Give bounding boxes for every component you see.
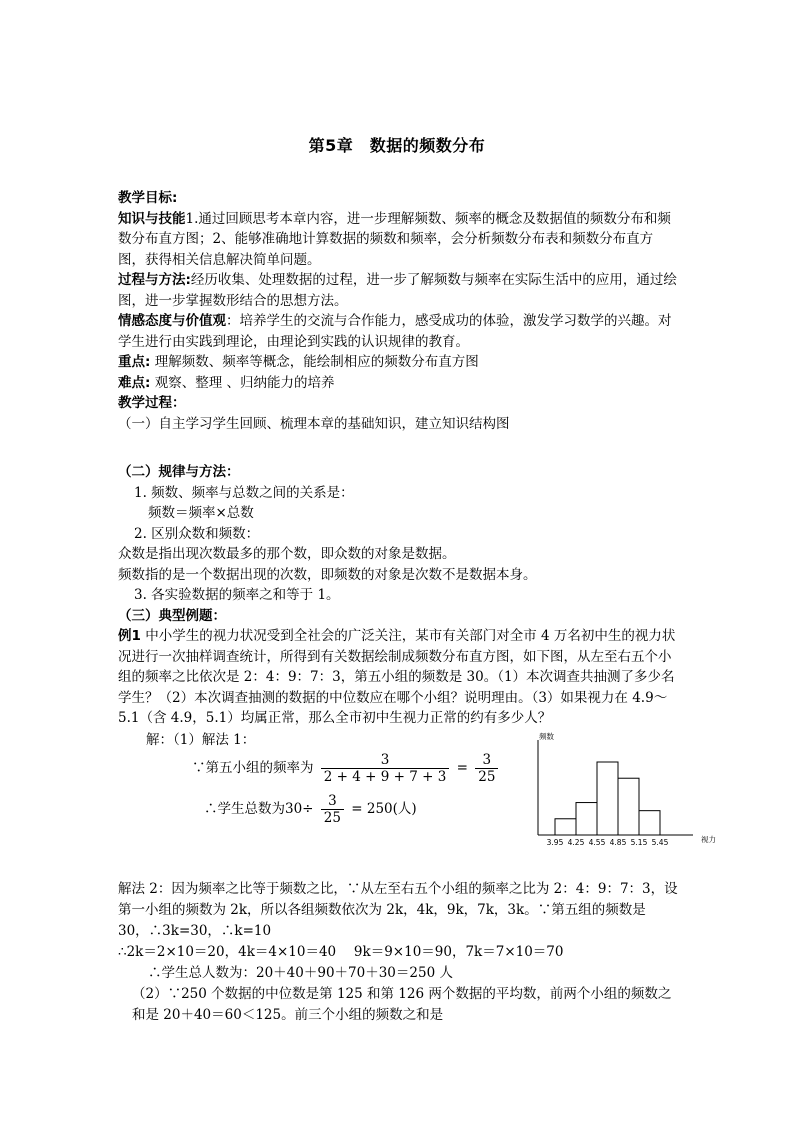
example-1 <box>118 626 678 729</box>
key-label: 重点: <box>118 354 151 370</box>
x-tick-label: 3.95 <box>546 838 564 847</box>
formula-2-suffix: = 250(人) <box>351 801 417 817</box>
formula-1-equals: = <box>456 760 468 776</box>
key-text: 理解频数、频率等概念，能绘制相应的频数分布直方图 <box>150 354 479 370</box>
difficulty-text: 观察、整理 、归纳能力的培养 <box>150 374 335 391</box>
solution-method-1 <box>118 730 518 826</box>
histogram-bars <box>555 762 660 835</box>
x-axis-label: 视力 <box>701 835 716 844</box>
solution-heading: 解：（1）解法 1： <box>146 732 256 748</box>
fraction-1 <box>321 752 450 785</box>
process-text: 经历收集、处理数据的过程，进一步了解频数与频率在实际生活中的应用，通过绘图，进一步掌握数形结合的思想方法。 <box>118 272 677 309</box>
histogram-bar <box>576 803 597 835</box>
section-1: （一）自主学习学生回顾、梳理本章的基础知识，建立知识结构图 <box>118 415 510 432</box>
x-tick-label: 5.15 <box>630 838 648 847</box>
knowledge-text: 1.通过回顾思考本章内容，进一步理解频数、频率的概念及数据值的频数分布和频数分布直方图；2、能够准确地计算数据的频数和频率，会分析频数分布表和频数分布直方图，获得相关信息解决简单问题。 <box>118 210 671 268</box>
rules-block <box>118 462 678 729</box>
rule-1-formula: 频数＝频率×总数 <box>148 505 254 521</box>
x-tick-label: 4.55 <box>588 838 606 847</box>
knowledge-label: 知识与技能 <box>118 210 186 227</box>
example-text: 中小学生的视力状况受到全社会的广泛关注，某市有关部门对全市 4 万名初中生的视力状况进行一次抽样调查统计，所得到有关数据绘制成频数分布直方图，如下图，从左至右五个小组的频率之比依次是 2：4：9：7：3，第五小组的频数是 30。（1）本次调查共抽测了多少名学生？（2）本次调查抽测的数据的中位数应在哪个小组？说明理由。（3）如果视力在 4.9～5.1（含 4.9，5.1）均属正常，那么全市初中生视力正常的约有多少人？ <box>118 628 676 726</box>
x-tick-label: 5.45 <box>651 838 669 847</box>
fraction-3-numerator: 3 <box>321 793 344 810</box>
histogram-bar <box>639 811 660 835</box>
key-paragraph <box>118 352 678 373</box>
process-paragraph <box>118 270 678 311</box>
solution-method-2 <box>118 879 678 1026</box>
histogram-bar <box>618 778 639 835</box>
emotion-paragraph <box>118 311 678 352</box>
x-tick-labels <box>547 838 669 847</box>
fraction-2 <box>475 752 498 785</box>
method-2-line-2: ∴2k＝2×10＝20，4k＝4×10＝40 9k＝9×10＝90，7k＝7×10＝70 <box>118 944 564 960</box>
difficulty-paragraph <box>118 373 678 394</box>
frequency-histogram <box>525 730 725 850</box>
rule-2-mode: 众数是指出现次数最多的那个数，即众数的对象是数据。 <box>118 546 456 562</box>
rule-2-frequency: 频数指的是一个数据出现的次数，即频数的对象是次数不是数据本身。 <box>118 566 537 583</box>
emotion-text: ：培养学生的交流与合作能力，感受成功的体验，激发学习数学的兴趣。对学生进行由实践到理论，由理论到实践的认识规律的教育。 <box>118 313 672 350</box>
formula-total <box>118 793 518 826</box>
section-3-heading: （三）典型例题： <box>118 607 226 624</box>
formula-2-prefix: ∴学生总数为30÷ <box>204 801 314 817</box>
process-heading: 教学过程： <box>118 395 186 411</box>
histogram-bar <box>555 819 576 835</box>
fraction-3-denominator: 25 <box>323 810 341 826</box>
x-tick-label: 4.85 <box>609 838 627 847</box>
example-label: 例1 <box>118 628 141 644</box>
fraction-1-denominator: 2 + 4 + 9 + 7 + 3 <box>323 769 447 785</box>
section-2-heading: （二）规律与方法： <box>118 464 240 480</box>
method-2-line-1: 解法 2：因为频率之比等于频数之比，∵从左至右五个小组的频率之比为 2：4：9：7：3，设第一小组的频数为 2k，所以各组频数依次为 2k，4k，9k，7k，3k。∵第五组的频数是 30，∴3k=30，∴k=10 <box>118 881 678 939</box>
fraction-1-numerator: 3 <box>321 752 450 769</box>
fraction-2-numerator: 3 <box>475 752 498 769</box>
part-2-line: （2）∵250 个数据的中位数是第 125 和第 126 两个数据的平均数，前两个小组的频数之和是 20＋40＝60＜125。前三个小组的频数之和是 <box>132 986 672 1023</box>
emotion-label: 情感态度与价值观 <box>118 313 226 329</box>
process-label: 过程与方法: <box>118 272 191 288</box>
objectives-block <box>118 188 678 434</box>
x-tick-label: 4.25 <box>567 838 585 847</box>
fraction-2-denominator: 25 <box>478 769 496 785</box>
difficulty-label: 难点: <box>118 374 151 391</box>
objectives-heading: 教学目标: <box>118 190 178 206</box>
formula-fifth-group <box>118 752 518 785</box>
rule-2: 2. 区别众数和频数： <box>134 525 260 542</box>
histogram-bar <box>597 762 618 835</box>
chapter-title: 第5章 数据的频数分布 <box>308 136 486 155</box>
fraction-3 <box>321 793 344 826</box>
y-axis-label: 频数 <box>539 732 554 741</box>
rule-3: 3. 各实验数据的频率之和等于 1。 <box>134 587 340 603</box>
rule-1: 1. 频数、频率与总数之间的关系是： <box>134 484 354 501</box>
formula-1-prefix: ∵第五小组的频率为 <box>192 760 314 776</box>
method-2-line-3: ∴学生总人数为：20＋40＋90＋70＋30＝250 人 <box>148 965 453 981</box>
knowledge-paragraph <box>118 209 678 271</box>
